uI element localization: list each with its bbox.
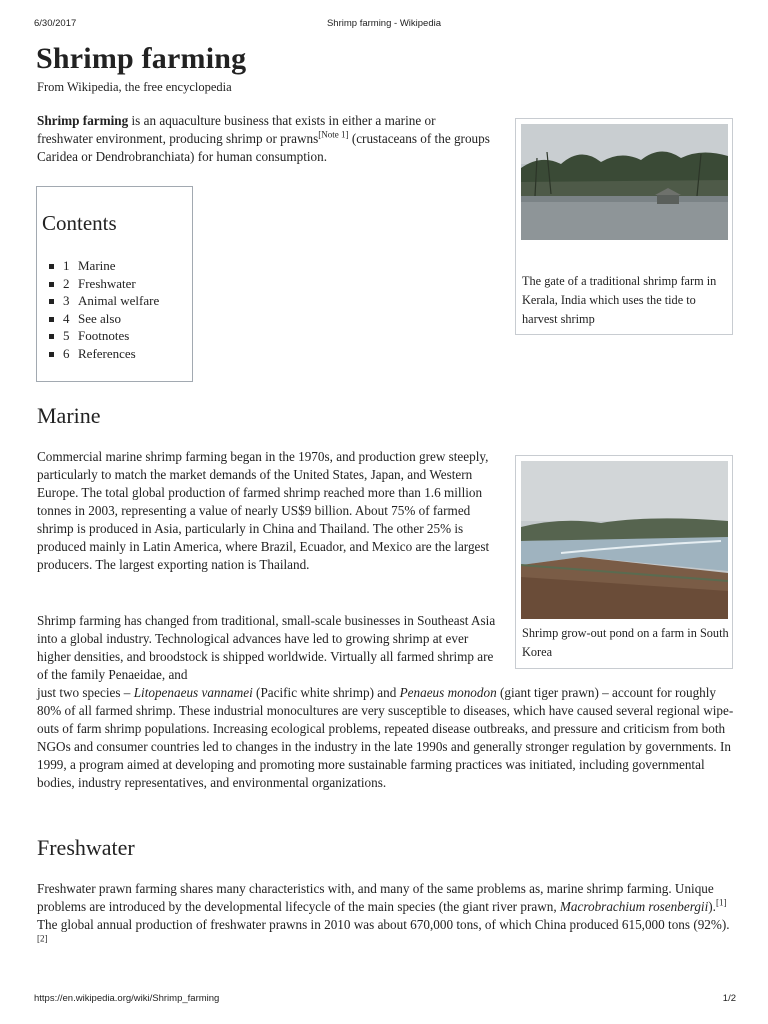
toc-label: Animal welfare <box>78 293 160 308</box>
print-page-number: 1/2 <box>722 993 736 1004</box>
figure-south-korea-pond <box>515 455 733 669</box>
toc-list <box>47 257 159 362</box>
kerala-shrimp-farm-photo[interactable] <box>521 124 728 240</box>
heading-freshwater: Freshwater <box>37 835 135 860</box>
intro-text-2: freshwater environment, producing shrimp or prawns <box>37 131 319 146</box>
south-korea-pond-photo[interactable] <box>521 461 728 619</box>
reference-1-link[interactable]: [1] <box>715 897 727 908</box>
text-run: The global annual production of freshwater prawns in 2010 was about 670,000 tons, of which China produced 615,000 tons (92%). <box>37 917 730 932</box>
text-run: ). <box>708 899 716 914</box>
toc-num: 1 <box>63 258 70 273</box>
toc-label: See also <box>78 310 121 326</box>
species-name[interactable]: Macrobrachium rosenbergii <box>559 899 709 914</box>
toc-item-references[interactable] <box>47 345 159 363</box>
intro-line-1 <box>37 112 499 130</box>
text-run: Freshwater prawn farming shares many characteristics with, and many of the same problems as, marine shrimp farming. Unique problems are introduced by the developmental lifecycle of the main species (the giant river prawn, <box>37 881 714 914</box>
toc-label: Marine <box>78 258 116 273</box>
toc-label: Footnotes <box>78 328 130 343</box>
toc-num: 3 <box>63 293 70 308</box>
marine-paragraph-1: Commercial marine shrimp farming began in the 1970s, and production grew steeply, particularly to match the market demands of the United States, Japan, and Western Europe. The total global production of farmed shrimp reached more than 1.6 million tonnes in 2003, representing a value of nearly US$9 billion. About 75% of farmed shrimp is produced in Asia, particularly in China and Thailand. The other 25% is produced mainly in Latin America, where Brazil, Ecuador, and Mexico are the largest producers. The largest exporting nation is Thailand. <box>37 449 490 572</box>
text-run: (Pacific white shrimp) and <box>252 685 400 700</box>
article-subtitle: From Wikipedia, the free encyclopedia <box>37 80 232 94</box>
toc-num: 6 <box>63 345 70 361</box>
toc-item-animal-welfare[interactable] <box>47 292 159 310</box>
freshwater-paragraph <box>37 880 737 952</box>
species-name[interactable]: Penaeus monodon <box>399 685 497 700</box>
toc-label: Freshwater <box>78 275 136 291</box>
figure-kerala-shrimp-farm <box>515 118 733 335</box>
intro-paragraph <box>37 130 499 166</box>
reference-2-link[interactable]: [2] <box>37 933 48 944</box>
marine-paragraph-3 <box>37 684 737 792</box>
toc-num: 5 <box>63 328 70 343</box>
toc-item-marine[interactable] <box>47 257 159 275</box>
heading-marine: Marine <box>37 403 101 428</box>
toc-num: 2 <box>63 275 70 291</box>
table-of-contents <box>36 186 193 382</box>
toc-title: Contents <box>42 211 117 235</box>
print-page-title: Shrimp farming - Wikipedia <box>326 18 442 29</box>
note-1-link[interactable]: [Note 1] <box>318 129 349 140</box>
figure-caption: Shrimp grow-out pond on a farm in South Korea <box>522 626 729 659</box>
toc-item-freshwater[interactable] <box>47 275 159 293</box>
toc-item-footnotes[interactable] <box>47 327 159 345</box>
text-run: (giant tiger prawn) – account for roughly 80% of all farmed shrimp. These industrial monocultures are very susceptible to diseases, which have caused several regional wipe-outs of farm shrimp populations. Increasing ecological problems, repeated disease outbreaks, and pressure and criticism from both NGOs and consumer countries led to changes in the industry in the late 1990s and generally stronger regulation by governments. In 1999, a program aimed at developing and promoting more sustainable farming practices was initiated, including governmental bodies, industry representatives, and environmental organizations. <box>37 685 734 790</box>
toc-num: 4 <box>63 310 70 326</box>
article-title: Shrimp farming <box>36 42 247 75</box>
toc-label: References <box>78 345 136 361</box>
marine-paragraph-2: Shrimp farming has changed from traditional, small-scale businesses in Southeast Asia into a global industry. Technological advances have led to growing shrimp at ever higher densities, and broodstock is shipped worldwide. Virtually all farmed shrimp are of the family Penaeidae, and <box>37 613 496 682</box>
print-date: 6/30/2017 <box>34 18 77 29</box>
intro-text-1: is an aquaculture business that exists in either a marine or <box>128 113 436 128</box>
species-name[interactable]: Litopenaeus vannamei <box>133 685 253 700</box>
text-run: just two species – <box>37 685 134 700</box>
figure-caption: The gate of a traditional shrimp farm in Kerala, India which uses the tide to harvest shrimp <box>522 274 717 326</box>
intro-bold-term: Shrimp farming <box>37 113 129 128</box>
print-url: https://en.wikipedia.org/wiki/Shrimp_farming <box>34 993 220 1004</box>
toc-item-see-also[interactable] <box>47 310 159 328</box>
intro-text-3: (crustaceans of the groups Caridea or Dendrobranchiata) for human consumption. <box>37 131 490 164</box>
